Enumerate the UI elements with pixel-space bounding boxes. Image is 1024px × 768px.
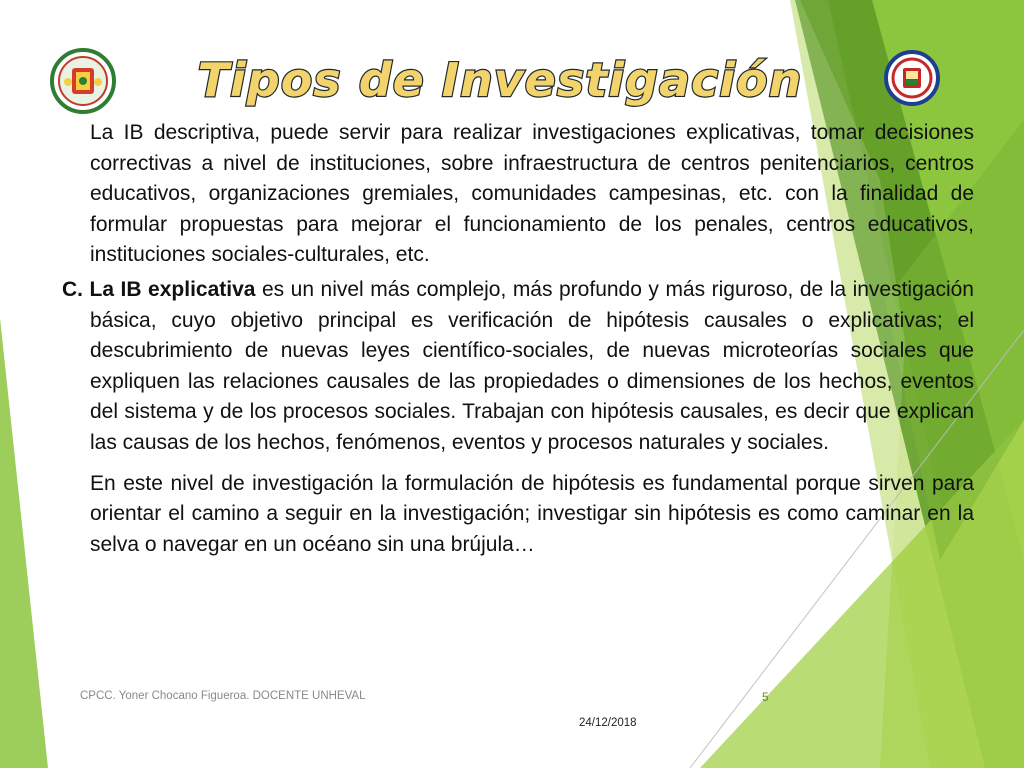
footer-page-number: 5 bbox=[762, 690, 769, 704]
slide-body bbox=[62, 118, 974, 560]
footer-author: CPCC. Yoner Chocano Figueroa. DOCENTE UNHEVAL bbox=[80, 690, 366, 702]
paragraph-descriptiva: La IB descriptiva, puede servir para realizar investigaciones explicativas, tomar decisiones correctivas a nivel de instituciones, sobre infraestructura de centros penitenciarios, centros educativos, organizaciones gremiales, comunidades campesinas, etc. con la finalidad de formular propuestas para mejorar el funcionamiento de los penales, centros educativos, instituciones sociales-culturales, etc. bbox=[90, 121, 974, 267]
paragraph-explicativa-lead: C. La IB explicativa bbox=[62, 277, 256, 301]
university-seal-right-icon bbox=[884, 48, 940, 108]
university-seal-left-icon bbox=[50, 46, 116, 116]
paragraph-explicativa-rest: es un nivel más complejo, más profundo y más riguroso, de la investigación básica, cuyo objetivo principal es verificación de hipótesis causales o explicativas; el descubrimiento de nuevas leyes científico-sociales, de nuevas microteorías sociales que expliquen las relaciones causales de las propiedades o dimensiones de los hechos, eventos del sistema y de los procesos sociales. Trabajan con hipótesis causales, es decir que explican las causas de los hechos, fenómenos, eventos y procesos naturales y sociales. bbox=[90, 277, 974, 454]
slide-title bbox=[197, 42, 803, 112]
slide-title-text: Tipos de Investigación bbox=[197, 53, 803, 107]
paragraph-hipotesis: En este nivel de investigación la formulación de hipótesis es fundamental porque sirven para orientar el camino a seguir en la investigación; investigar sin hipótesis es como caminar en la selva o navegar en un océano sin una brújula… bbox=[90, 471, 974, 556]
paragraph-explicativa bbox=[62, 275, 974, 459]
footer-date: 24/12/2018 bbox=[579, 717, 637, 729]
